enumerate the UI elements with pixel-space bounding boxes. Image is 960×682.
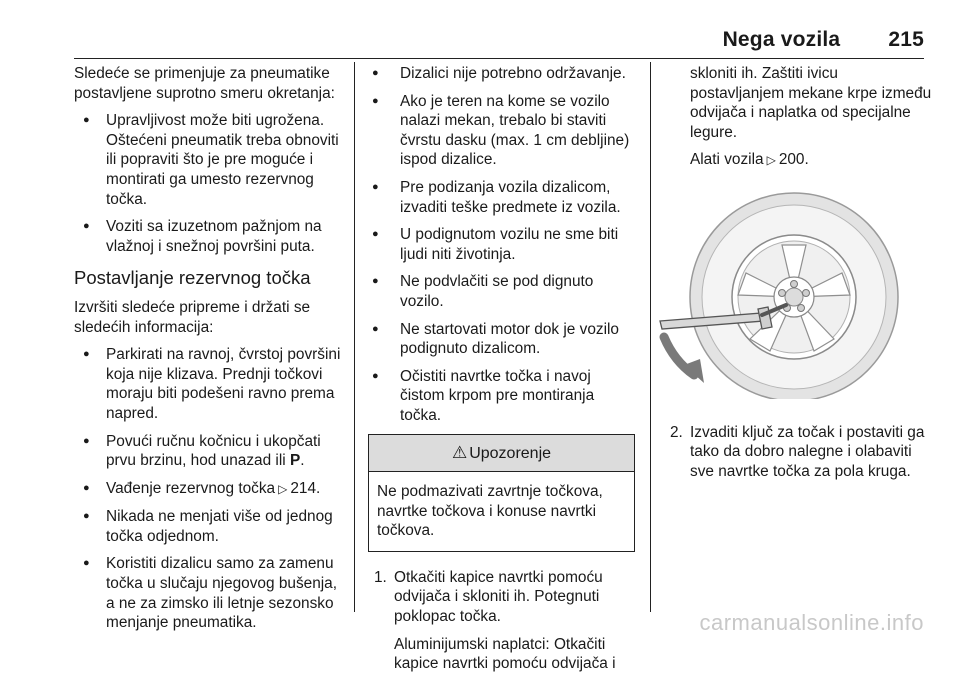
list-item: ● Ako je teren na kome se vozilo nalazi mekan, trebalo bi staviti čvrstu dasku (max. 1 cm debljine) ispod dizalice. (370, 92, 635, 170)
item-text: Povući ručnu kočnicu i ukopčati prvu brzinu, hod unazad ili (106, 432, 321, 470)
step-1 (370, 568, 635, 674)
jack-safety-list (370, 64, 635, 426)
section-heading: Postavljanje rezervnog točka (74, 267, 311, 289)
watermark: carmanualsonline.info (699, 610, 924, 635)
column-middle (370, 64, 635, 682)
list-item: ● Očistiti navrtke točka i navoj čistom krpom pre montiranja točka. (370, 367, 635, 426)
step-text-alloy: Aluminijumski naplatci: Otkačiti kapice navrtki pomoću odvijača i (394, 635, 616, 673)
tools-text: Alati vozila (690, 151, 764, 169)
warning-text: Ne podmazivati zavrtnje točkova, navrtke točkova i konuse navrtki točkova. (377, 483, 603, 540)
column-divider-1 (354, 62, 355, 612)
list-item: ● U podignutom vozilu ne sme biti ljudi niti životinja. (370, 225, 635, 264)
list-item: ● Ne podvlačiti se pod dignuto vozilo. (370, 272, 635, 311)
step-text: Otkačiti kapice navrtki pomoću odvijača i skloniti ih. Potegnuti poklopac točka. (394, 568, 603, 626)
tire-direction-list (74, 111, 344, 256)
step-continuation: skloniti ih. Zaštiti ivicu postavljanjem mekane krpe između odvijača i naplatka od specijalne legure. (690, 65, 932, 141)
page-reference-link[interactable]: ▷ 214. (275, 480, 320, 497)
item-end: . (300, 452, 305, 470)
item-text: Vađenje rezervnog točka (106, 479, 276, 497)
preparation-list (74, 345, 344, 633)
wheel-wrench-illustration (654, 189, 922, 399)
column-left (74, 64, 344, 641)
warning-box (368, 434, 635, 552)
page-header (723, 28, 924, 52)
warning-title: Upozorenje (469, 444, 552, 462)
list-item: ● Voziti sa izuzetnom pažnjom na vlažnoj i snežnoj površini puta. (74, 217, 344, 256)
list-item: ● Koristiti dizalicu samo za zamenu točka u slučaju njegovog bušenja, a ne za zimsko ili letnje sezonsko menjanje pneumatika. (74, 554, 344, 632)
step-2 (666, 423, 934, 482)
header-rule (74, 58, 924, 59)
column-divider-2 (650, 62, 651, 612)
column-right (666, 64, 934, 489)
list-item: ● Parkirati na ravnoj, čvrstoj površini koja nije klizava. Prednji točkovi moraju biti podešeni ravno prema napred. (74, 345, 344, 423)
step-number: 1. (374, 568, 387, 586)
warning-header (369, 435, 634, 473)
list-item (74, 432, 344, 471)
lead-text: Izvršiti sledeće pripreme i držati se sledećih informacija: (74, 298, 311, 336)
page-number: 215 (888, 28, 924, 51)
list-item (74, 479, 344, 500)
list-item: ● Nikada ne menjati više od jednog točka odjednom. (74, 507, 344, 546)
step-number: 2. (670, 423, 683, 441)
gear-p: P (289, 452, 301, 470)
tools-reference (666, 150, 934, 171)
list-item: ● Dizalici nije potrebno održavanje. (370, 64, 635, 84)
list-item: ● Upravljivost može biti ugrožena. Oštećeni pneumatik treba obnoviti ili popraviti što je pre moguće i montirati ga umesto rezervnog točka. (74, 111, 344, 209)
step-text: Izvaditi ključ za točak i postaviti ga tako da dobro nalegne i olabaviti sve navrtke točka za pola kruga. (690, 423, 925, 480)
section-title: Nega vozila (722, 28, 841, 51)
intro-text: Sledeće se primenjuje za pneumatike postavljene suprotno smeru okretanja: (74, 65, 335, 102)
page-reference-link[interactable]: ▷ 200. (764, 151, 809, 168)
warning-triangle-icon: ⚠ (451, 442, 468, 462)
list-item: ● Ne startovati motor dok je vozilo podignuto dizalicom. (370, 320, 635, 359)
list-item: ● Pre podizanja vozila dizalicom, izvaditi teške predmete iz vozila. (370, 178, 635, 217)
